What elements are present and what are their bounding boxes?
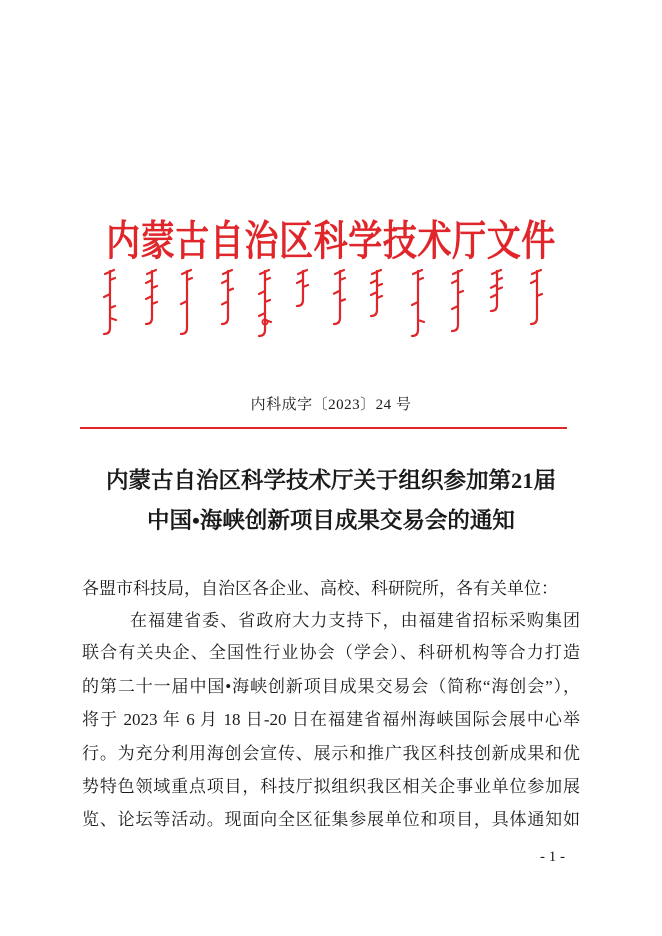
- mongolian-stroke: [104, 270, 116, 334]
- mongolian-word-glyph: [491, 270, 502, 311]
- body-line: 的第二十一届中国•海峡创新项目成果交易会（简称“海创会”），: [82, 677, 580, 696]
- mongolian-stroke: [334, 270, 345, 324]
- mongolian-word-glyph: [259, 270, 271, 336]
- mongolian-stroke: [531, 270, 542, 324]
- page-number: - 1 -: [540, 849, 565, 865]
- mongolian-word-glyph: [412, 270, 424, 336]
- body-line: 势特色领域重点项目，科技厅拟组织我区相关企事业单位参加展: [82, 777, 580, 796]
- mongolian-stroke: [181, 270, 192, 334]
- mongolian-stroke: [491, 270, 502, 311]
- body-line: 联合有关央企、全国性行业协会（学会）、科研机构等合力打造: [82, 643, 580, 662]
- mongolian-stroke: [371, 270, 382, 316]
- red-divider-rule: [80, 427, 567, 429]
- mongolian-word-glyph: [146, 270, 157, 324]
- mongolian-stroke: [222, 270, 233, 324]
- body-line: 将于 2023 年 6 月 18 日-20 日在福建省福州海峡国际会展中心举: [82, 710, 580, 729]
- mongolian-stroke: [146, 270, 157, 324]
- body-line: 行。为充分利用海创会宣传、展示和推广我区科技创新成果和优: [82, 744, 580, 763]
- salutation: 各盟市科技局，自治区各企业、高校、科研院所，各有关单位：: [82, 579, 558, 598]
- notice-title-line-1: 内蒙古自治区科学技术厅关于组织参加第21届: [105, 468, 556, 493]
- mongolian-stroke: [259, 270, 271, 336]
- mongolian-script-letterhead: [90, 262, 560, 342]
- mongolian-word-glyph: [334, 270, 345, 324]
- mongolian-stroke: [297, 270, 308, 306]
- mongolian-word-glyph: [531, 270, 542, 324]
- notice-title-line-2: 中国•海峡创新项目成果交易会的通知: [147, 508, 515, 533]
- mongolian-stroke: [452, 270, 463, 331]
- document-number: 内科成字〔2023〕24 号: [250, 397, 412, 413]
- body-line: 在福建省委、省政府大力支持下，由福建省招标采购集团: [130, 611, 580, 630]
- mongolian-word-glyph: [371, 270, 382, 316]
- mongolian-word-glyph: [297, 270, 308, 306]
- body-line: 览、论坛等活动。现面向全区征集参展单位和项目，具体通知如: [82, 810, 580, 829]
- mongolian-word-glyph: [222, 270, 233, 324]
- mongolian-word-glyph: [104, 270, 116, 334]
- mongolian-stroke: [412, 270, 424, 336]
- mongolian-word-glyph: [452, 270, 463, 331]
- mongolian-word-glyph: [181, 270, 192, 334]
- letterhead-agency-title: 内蒙古自治区科学技术厅文件: [106, 219, 556, 265]
